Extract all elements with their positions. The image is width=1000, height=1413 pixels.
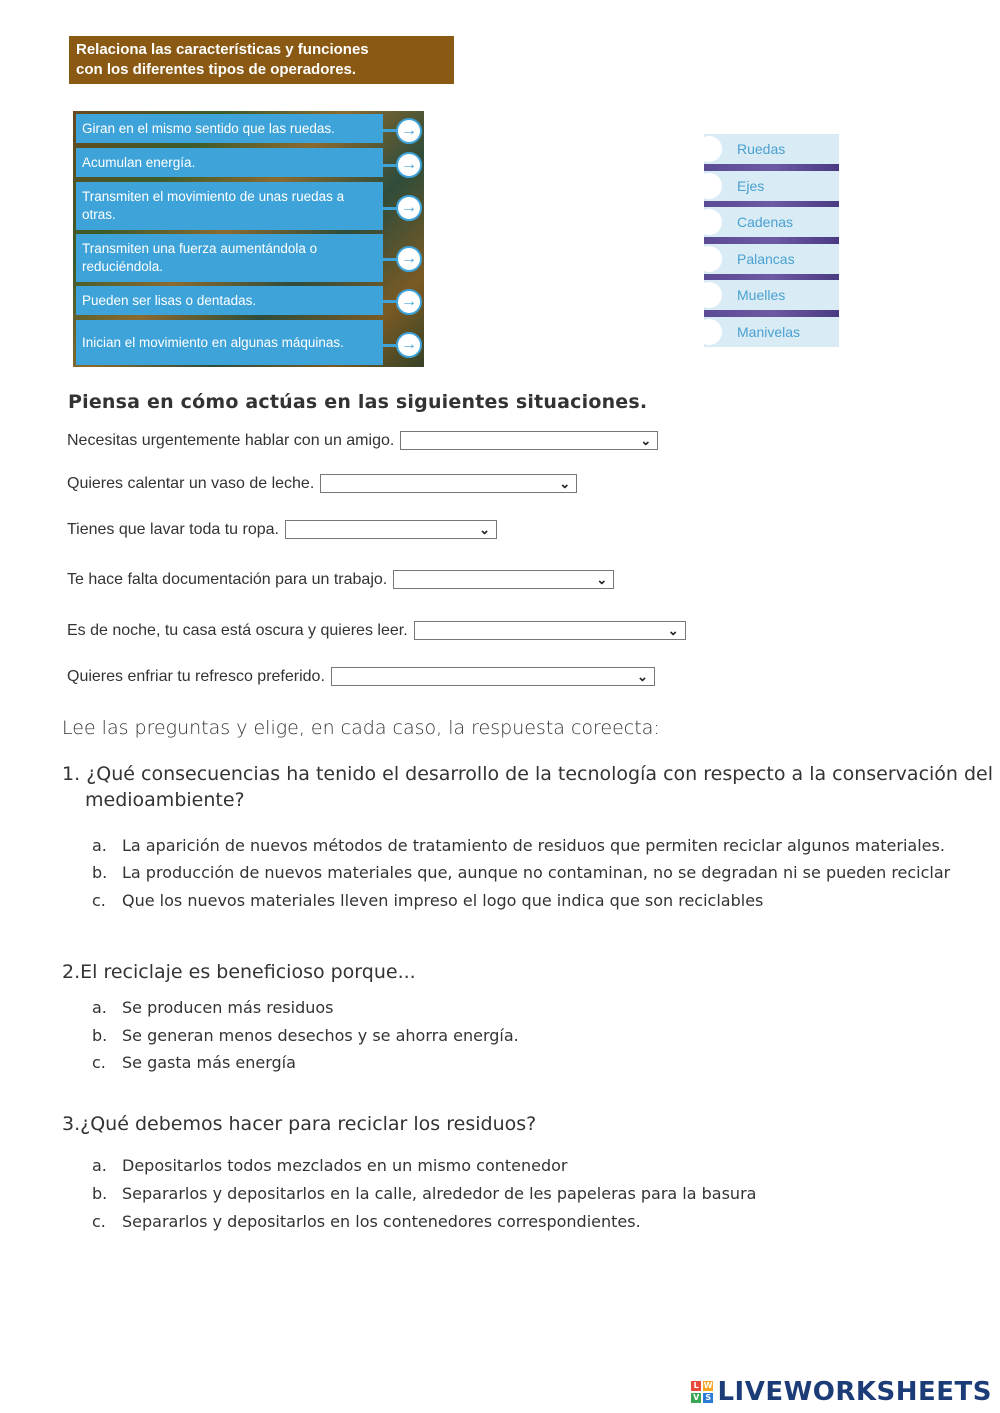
situation-select-1[interactable] — [400, 431, 658, 450]
situation-select-4[interactable] — [393, 570, 614, 589]
matching-right-item-ejes[interactable]: Ejes — [704, 171, 839, 201]
matching-right-item-cadenas[interactable]: Cadenas — [704, 207, 839, 237]
quiz-question-3: 3.¿Qué debemos hacer para reciclar los residuos? — [62, 1113, 537, 1135]
quiz-question-1-line2: medioambiente? — [85, 789, 245, 811]
arrow-circle-icon[interactable]: → — [396, 118, 422, 144]
matching-right-item-muelles[interactable]: Muelles — [704, 280, 839, 310]
matching-left-item-2 — [76, 148, 383, 177]
q2-option-b[interactable]: b. Se generan menos desechos y se ahorra energía. — [92, 1026, 519, 1045]
situation-row-4 — [67, 570, 614, 589]
situation-text-4: Te hace falta documentación para un trabajo. — [67, 570, 388, 588]
matching-left-item-4 — [76, 234, 383, 282]
situation-row-5 — [67, 621, 686, 640]
brand-text: LIVEWORKSHEETS — [717, 1377, 992, 1407]
question-text-line1: ¿Qué consecuencias ha tenido el desarrollo de la tecnología con respecto a la conservación del — [86, 763, 994, 785]
match-dot-icon[interactable] — [696, 209, 722, 235]
q3-option-a[interactable]: a. Depositarlos todos mezclados en un mismo contenedor — [92, 1156, 568, 1175]
situations-title: Piensa en cómo actúas en las siguientes situaciones. — [68, 391, 648, 413]
quiz-intro: Lee las preguntas y elige, en cada caso, la respuesta coreecta: — [62, 717, 660, 739]
situation-row-6 — [67, 667, 655, 686]
match-dot-icon[interactable] — [696, 319, 722, 345]
q1-option-c[interactable]: c. Que los nuevos materiales lleven impreso el logo que indica que son reciclables — [92, 891, 764, 910]
matching-right-item-manivelas[interactable]: Manivelas — [704, 317, 839, 347]
matching-left-text-4: Transmiten una fuerza aumentándola o reduciéndola. — [82, 241, 318, 274]
chevron-down-icon: ⌄ — [640, 433, 652, 448]
match-dot-icon[interactable] — [696, 282, 722, 308]
matching-left-item-6 — [76, 320, 383, 365]
chevron-down-icon: ⌄ — [559, 476, 571, 491]
matching-left-text-3: Transmiten el movimiento de unas ruedas a otras. — [82, 189, 345, 222]
matching-left-text-2: Acumulan energía. — [82, 154, 196, 170]
situation-select-6[interactable] — [331, 667, 655, 686]
situation-text-2: Quieres calentar un vaso de leche. — [67, 474, 315, 492]
quiz-question-1 — [62, 763, 993, 785]
q3-option-c[interactable]: c. Separarlos y depositarlos en los contenedores correspondientes. — [92, 1212, 641, 1231]
quiz-question-2: 2.El reciclaje es beneficioso porque... — [62, 961, 416, 983]
situation-row-1 — [67, 431, 658, 450]
q3-option-b[interactable]: b. Separarlos y depositarlos en la calle, alrededor de les papeleras para la basura — [92, 1184, 757, 1203]
matching-left-text-5: Pueden ser lisas o dentadas. — [82, 292, 257, 308]
situation-select-2[interactable] — [320, 474, 577, 493]
situation-row-2 — [67, 474, 577, 493]
chevron-down-icon: ⌄ — [596, 572, 608, 587]
chevron-down-icon: ⌄ — [479, 522, 490, 537]
question-number: 1. — [62, 763, 81, 785]
arrow-circle-icon[interactable]: → — [396, 152, 422, 178]
situation-text-1: Necesitas urgentemente hablar con un amigo. — [67, 431, 395, 449]
matching-left-text-1: Giran en el mismo sentido que las ruedas. — [82, 120, 335, 136]
matching-left-item-5 — [76, 286, 383, 315]
arrow-circle-icon[interactable]: → — [396, 195, 422, 221]
arrow-circle-icon[interactable]: → — [396, 289, 422, 315]
situation-select-5[interactable] — [414, 621, 686, 640]
matching-title-banner — [69, 36, 454, 84]
matching-left-item-1 — [76, 114, 383, 143]
chevron-down-icon: ⌄ — [636, 669, 648, 684]
matching-right-item-ruedas[interactable]: Ruedas — [704, 134, 839, 164]
q1-option-b[interactable]: b. La producción de nuevos materiales que, aunque no contaminan, no se degradan ni se pueden reciclar — [92, 863, 951, 882]
match-dot-icon[interactable] — [696, 173, 722, 199]
match-dot-icon[interactable] — [696, 246, 722, 272]
arrow-circle-icon[interactable]: → — [396, 246, 422, 272]
matching-left-item-3 — [76, 182, 383, 230]
chevron-down-icon: ⌄ — [667, 623, 679, 638]
situation-select-3[interactable] — [285, 520, 497, 539]
matching-left-text-6: Inician el movimiento en algunas máquinas. — [82, 334, 344, 350]
q2-option-c[interactable]: c. Se gasta más energía — [92, 1053, 296, 1072]
liveworksheets-logo — [691, 1377, 992, 1407]
matching-right-item-palancas[interactable]: Palancas — [704, 244, 839, 274]
situation-text-5: Es de noche, tu casa está oscura y quieres leer. — [67, 621, 408, 639]
q2-option-a[interactable]: a. Se producen más residuos — [92, 998, 334, 1017]
situation-text-3: Tienes que lavar toda tu ropa. — [67, 520, 279, 538]
matching-title-line1: Relaciona las características y funciones — [76, 41, 369, 58]
situation-text-6: Quieres enfriar tu refresco preferido. — [67, 667, 325, 685]
q1-option-a[interactable]: a. La aparición de nuevos métodos de tratamiento de residuos que permiten reciclar algunos materiales. — [92, 836, 945, 855]
arrow-circle-icon[interactable]: → — [396, 332, 422, 358]
match-dot-icon[interactable] — [696, 136, 722, 162]
matching-title-line2: con los diferentes tipos de operadores. — [76, 61, 357, 78]
matching-right-panel — [704, 134, 839, 346]
logo-blocks-icon: L W V S — [693, 1381, 714, 1402]
situation-row-3 — [67, 520, 497, 539]
